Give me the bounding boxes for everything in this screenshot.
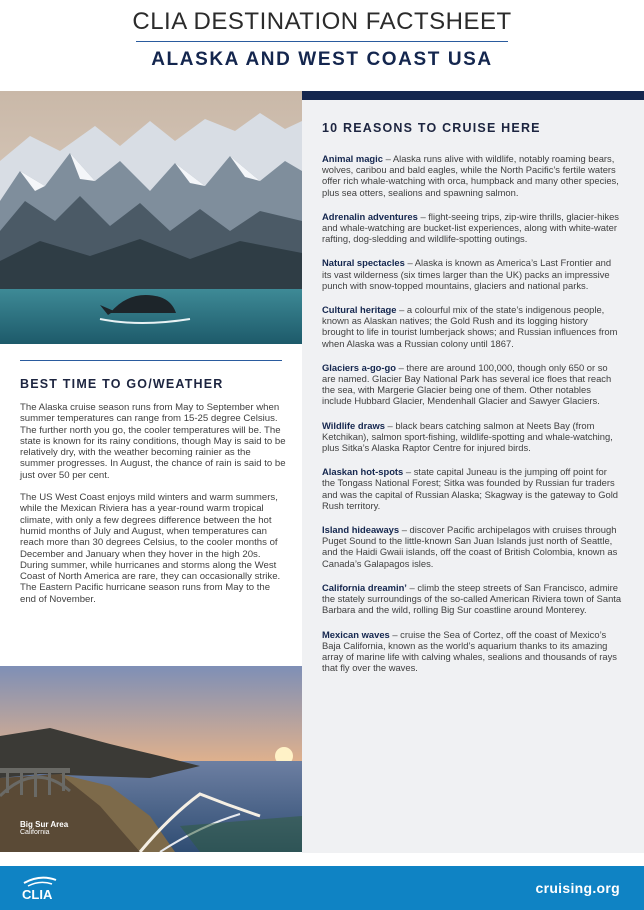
reason-title: Alaskan hot-spots <box>322 466 404 478</box>
reason-item <box>322 362 622 407</box>
weather-heading: BEST TIME TO GO/WEATHER <box>20 377 224 391</box>
page-title: CLIA DESTINATION FACTSHEET <box>132 8 512 35</box>
reasons-section <box>322 121 622 686</box>
clia-logo-icon <box>18 874 62 902</box>
reason-item <box>322 257 622 291</box>
page-footer <box>0 866 644 910</box>
reason-text: – Alaska runs alive with wildlife, notably roaming bears, wolves, caribou and bald eagles, while the North Pacific’s fertile waters offer rich whale-watching with orca, humpback and many other species, plus sea otters, sealions and spawning salmon. <box>322 153 619 198</box>
website-link[interactable]: cruising.org <box>535 880 620 896</box>
header-divider <box>136 41 508 42</box>
reason-title: Island hideaways <box>322 524 400 536</box>
weather-divider <box>20 360 282 361</box>
reason-text: – a colourful mix of the state’s indigenous people, known as Alaskan natives; the Gold Rush and its logging history brought to life in tourist lumberjack shows; and Russian influences from when Alaska was a Russian colony until 1867. <box>322 304 618 349</box>
reason-title: California dreamin’ <box>322 581 407 593</box>
page-header <box>0 0 644 88</box>
reason-text: – state capital Juneau is the jumping off point for the Tongass National Forest; Sitka was founded by Russian fur traders and was the capital of Russian Alaska; Skagway is the gateway to Gold Rush territory. <box>322 466 618 511</box>
logo-text: CLIA <box>22 887 53 902</box>
reason-item <box>322 466 622 511</box>
reason-text: – discover Pacific archipelagos with cruises through Puget Sound to the little-known San Juan Islands just north of Seattle, and the Haidi Gwaii islands, off the coast of British Colombia, known as Canada’s Galapagos isles. <box>322 524 618 569</box>
panel-top-bar <box>302 91 644 100</box>
reason-title: Cultural heritage <box>322 304 397 316</box>
caption-title: Big Sur Area <box>20 820 69 829</box>
reason-title: Animal magic <box>322 153 383 164</box>
reason-title: Wildlife draws <box>322 419 385 431</box>
reason-text: – climb the steep streets of San Francisco, admire the stately surroundings of the so-called American Riviera town of Santa Barbara and the wild, rolling Big Sur coastline around Monterey. <box>322 581 622 616</box>
reason-title: Adrenalin adventures <box>322 210 418 222</box>
reasons-heading: 10 REASONS TO CRUISE HERE <box>322 121 541 135</box>
reason-item <box>322 582 622 616</box>
reasons-panel <box>302 91 644 853</box>
alaska-glacier-whale-photo <box>0 91 302 344</box>
reason-item <box>322 629 622 674</box>
weather-paragraph-alaska: The Alaska cruise season runs from May to September when summer temperatures can range from 15-25 degree Celsius. The further north you go, the cooler temperatures will be. The state is known for its rainy conditions, though May is said to be relatively dry, with the weather becoming rainier as the summer progresses. In August, the chance of rain is said to be just over 50 per cent. <box>20 402 286 481</box>
reason-title: Mexican waves <box>322 628 390 640</box>
reason-item <box>322 153 622 198</box>
reason-text: – flight-seeing trips, zip-wire thrills, glacier-hikes and whale-watching are bucket-list experiences, along with white-water rafting, dog-sledding and wildlife-spotting outings. <box>322 210 619 245</box>
reason-item <box>322 524 622 569</box>
reason-text: – cruise the Sea of Cortez, off the coast of Mexico’s Baja California, known as the world’s aquarium thanks to its amazing array of marine life with calving whales, sealions and thousands of rays that fly over the waves. <box>322 628 617 674</box>
reason-title: Glaciers a-go-go <box>322 361 396 373</box>
photo-caption <box>20 820 68 836</box>
reason-item <box>322 420 622 454</box>
reason-item <box>322 211 622 245</box>
reason-text: – there are around 100,000, though only 650 or so are named. Glacier Bay National Park has several ice floes that reach the sea, with Margerie Glacier being one of them. Other notables include Hubbard Glacier, Mendenhall Glacier and Sawyer Glaciers. <box>322 361 612 407</box>
reason-text: – Alaska is known as America’s Last Frontier and its vast wilderness (six times larger than the UK) packs an impressive punch with snow-topped mountains, glaciers and national parks. <box>322 257 612 291</box>
caption-location: California <box>20 829 50 836</box>
reason-title: Natural spectacles <box>322 257 405 269</box>
reason-text: – black bears catching salmon at Neets Bay (from Ketchikan), salmon sport-fishing, wildlife-spotting and whale-watching, plus Sitka’s Alaska Raptor Centre for injured birds. <box>322 419 613 454</box>
reason-item <box>322 304 622 349</box>
weather-paragraph-west-coast: The US West Coast enjoys mild winters and warm summers, while the Mexican Riviera has a year-round warm tropical climate, with only a few degrees difference between the hot humid months of July and August, when temperatures can reach more than 30 degrees Celsius, to the cooler months of December and January when they hover in the high 20s. During summer, while hurricanes and storms along the West Coast of North America are rare, they can occasionally strike. The Eastern Pacific hurricane season runs from May to the end of November. <box>20 492 281 605</box>
page-subtitle: ALASKA AND WEST COAST USA <box>151 49 493 70</box>
weather-section <box>20 360 288 616</box>
